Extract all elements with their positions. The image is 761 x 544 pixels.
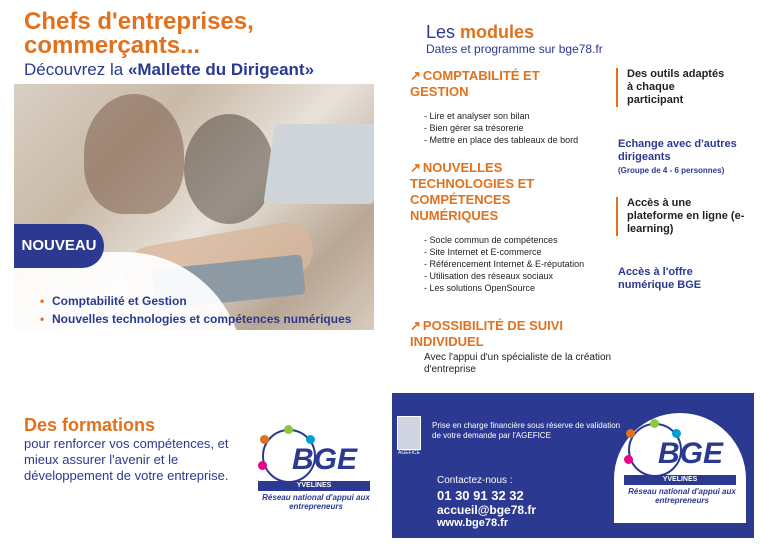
new-items-list bbox=[40, 294, 351, 330]
contact-box bbox=[392, 393, 754, 538]
right-panel bbox=[400, 0, 761, 544]
list-item: - Socle commun de compétences bbox=[424, 234, 604, 246]
list-item: • Comptabilité et Gestion bbox=[40, 294, 351, 308]
side-outils: Des outils adaptés à chaque participant bbox=[616, 68, 726, 107]
section-suivi-text: Avec l'appui d'un spécialiste de la création d'entreprise bbox=[424, 352, 612, 375]
logo-dot bbox=[284, 425, 293, 434]
list-item: - Bien gérer sa trésorerie bbox=[424, 122, 578, 134]
section-suivi-title: ↗ POSSIBILITÉ DE SUIVI INDIVIDUEL bbox=[410, 318, 564, 349]
arrow-icon: ↗ bbox=[410, 318, 421, 333]
side-plateforme: Accès à une plateforme en ligne (e-learning) bbox=[616, 197, 746, 236]
list-item: - Référencement Internet & E-réputation bbox=[424, 258, 604, 270]
agefice-logo: AGEFICE bbox=[397, 416, 421, 450]
photo-laptop bbox=[263, 124, 374, 204]
logo-card bbox=[614, 413, 746, 523]
logo-region: YVELINES bbox=[258, 481, 370, 491]
modules-title: Les modules bbox=[426, 22, 535, 42]
logo-text: BGE bbox=[292, 443, 358, 476]
logo-text: BGE bbox=[658, 437, 724, 470]
formations-title: Des formations bbox=[24, 415, 156, 435]
list-item: - Lire et analyser son bilan bbox=[424, 110, 578, 122]
logo-dot bbox=[624, 455, 633, 464]
section-compta-title: ↗ COMPTABILITÉ ET GESTION bbox=[410, 68, 540, 99]
headline bbox=[24, 10, 254, 58]
logo-dot bbox=[258, 461, 267, 470]
formations-text: pour renforcer vos compétences, et mieux assurer l'avenir et le développement de votre entreprise. bbox=[24, 436, 229, 483]
headline-line-2: commerçants... bbox=[24, 32, 201, 59]
modules-subtitle: Dates et programme sur bge78.fr bbox=[426, 42, 603, 56]
list-item: - Site Internet et E-commerce bbox=[424, 246, 604, 258]
bge-logo bbox=[256, 425, 374, 525]
list-item: • Nouvelles technologies et compétences numériques bbox=[40, 312, 351, 326]
sub-bold: «Mallette du Dirigeant» bbox=[127, 60, 315, 79]
arrow-icon: ↗ bbox=[410, 68, 421, 83]
sub-prefix: Découvrez la bbox=[24, 60, 128, 79]
list-item: - Les solutions OpenSource bbox=[424, 282, 604, 294]
contact-email[interactable]: accueil@bge78.fr bbox=[437, 503, 537, 517]
section-tech-title: ↗ NOUVELLES TECHNOLOGIES ET COMPÉTENCES NUMÉRIQUES bbox=[410, 160, 535, 223]
contact-website[interactable]: www.bge78.fr bbox=[437, 517, 509, 529]
logo-dot bbox=[626, 429, 635, 438]
section-compta-list bbox=[424, 110, 578, 146]
list-item: - Utilisation des réseaux sociaux bbox=[424, 270, 604, 282]
prise-en-charge-text: Prise en charge financière sous réserve de validation de votre demande par l'AGEFICE bbox=[432, 421, 621, 440]
photo-person bbox=[84, 94, 184, 214]
arrow-icon: ↗ bbox=[410, 160, 421, 175]
side-echange: Echange avec d'autres dirigeants (Groupe de 4 - 6 personnes) bbox=[618, 138, 737, 175]
section-tech-list bbox=[424, 234, 604, 294]
logo-dot bbox=[260, 435, 269, 444]
contact-label: Contactez-nous : bbox=[437, 475, 513, 486]
contact-phone[interactable]: 01 30 91 32 32 bbox=[437, 488, 524, 503]
photo-person bbox=[184, 114, 274, 224]
nouveau-badge: NOUVEAU bbox=[14, 224, 104, 268]
list-item: - Mettre en place des tableaux de bord bbox=[424, 134, 578, 146]
side-offre: Accès à l'offre numérique BGE bbox=[618, 266, 702, 291]
logo-region: YVELINES bbox=[624, 475, 736, 485]
logo-dot bbox=[650, 419, 659, 428]
logo-tagline: Réseau national d'appui aux entrepreneurs bbox=[628, 487, 736, 505]
subheadline bbox=[24, 60, 314, 80]
logo-tagline: Réseau national d'appui aux entrepreneurs bbox=[262, 493, 370, 511]
headline-line-1: Chefs d'entreprises, bbox=[24, 8, 254, 35]
bge-logo bbox=[622, 419, 740, 519]
left-panel bbox=[0, 0, 378, 544]
